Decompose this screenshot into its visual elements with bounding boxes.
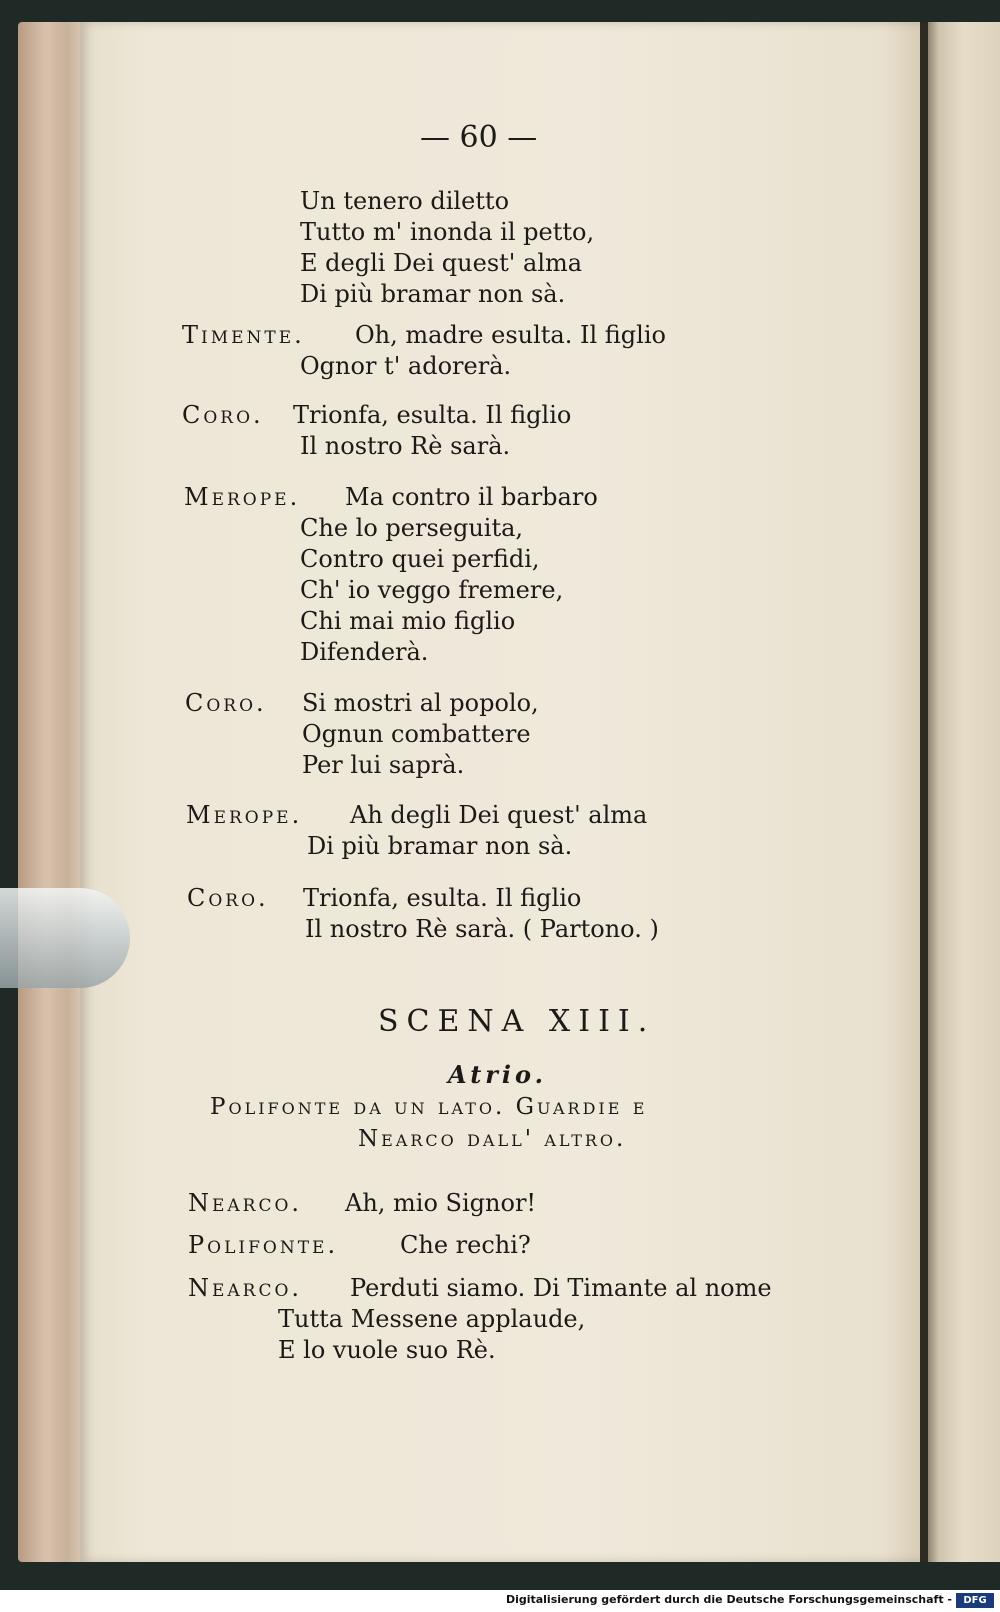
book-edge: [18, 22, 88, 1562]
dialogue-line: Perduti siamo. Di Timante al nome: [350, 1274, 772, 1302]
verse-line: Ah degli Dei quest' alma: [350, 801, 648, 829]
dialogue-line: E lo vuole suo Rè.: [278, 1336, 496, 1364]
scene-title: SCENA XIII.: [378, 1004, 656, 1039]
verse-line: Ch' io veggo fremere,: [300, 576, 564, 604]
verse-line: Ognun combattere: [302, 720, 531, 748]
verse-line: E degli Dei quest' alma: [300, 249, 583, 277]
page-number: — 60 —: [420, 120, 538, 155]
verse-line: Tutto m' inonda il petto,: [300, 218, 595, 246]
page-gutter: [920, 22, 928, 1562]
verse-line: Che lo perseguita,: [300, 514, 524, 542]
speaker-name: Merope.: [186, 801, 303, 829]
verse-line: Trionfa, esulta. Il figlio: [303, 884, 582, 912]
stage-direction: Nearco dall' altro.: [358, 1126, 627, 1152]
dialogue-line: Ah, mio Signor!: [345, 1189, 537, 1217]
speaker-name: Coro.: [185, 689, 267, 717]
verse-line: Un tenero diletto: [300, 187, 510, 215]
verse-line: Il nostro Rè sarà. ( Partono. ): [305, 915, 659, 943]
verse-line: Difenderà.: [300, 638, 429, 666]
dfg-logo: DFG: [956, 1593, 994, 1608]
speaker-name: Timente.: [182, 321, 305, 349]
speaker-name: Coro.: [182, 401, 264, 429]
dialogue-line: Tutta Messene applaude,: [278, 1305, 586, 1333]
verse-line: Si mostri al popolo,: [302, 689, 539, 717]
speaker-name: Nearco.: [188, 1189, 303, 1217]
verse-line: Di più bramar non sà.: [307, 832, 573, 860]
speaker-name: Merope.: [184, 483, 301, 511]
verse-line: Di più bramar non sà.: [300, 280, 566, 308]
page-clip: [0, 888, 130, 988]
verse-line: Chi mai mio figlio: [300, 607, 516, 635]
verse-line: Contro quei perfidi,: [300, 545, 540, 573]
verse-line: Trionfa, esulta. Il figlio: [293, 401, 572, 429]
verse-line: Ma contro il barbaro: [345, 483, 598, 511]
verse-line: Oh, madre esulta. Il figlio: [355, 321, 666, 349]
speaker-name: Polifonte.: [188, 1231, 339, 1259]
next-page-edge: [928, 22, 1000, 1562]
verse-line: Per lui saprà.: [302, 751, 465, 779]
stage-direction: Polifonte da un lato. Guardie e: [210, 1094, 648, 1120]
dialogue-line: Che rechi?: [400, 1231, 531, 1259]
footer-credit: Digitalisierung gefördert durch die Deutsche Forschungsgemeinschaft -: [505, 1593, 952, 1606]
speaker-name: Coro.: [187, 884, 269, 912]
speaker-name: Nearco.: [188, 1274, 303, 1302]
verse-line: Ognor t' adorerà.: [300, 352, 512, 380]
scene-setting: Atrio.: [448, 1060, 547, 1089]
verse-line: Il nostro Rè sarà.: [300, 432, 511, 460]
